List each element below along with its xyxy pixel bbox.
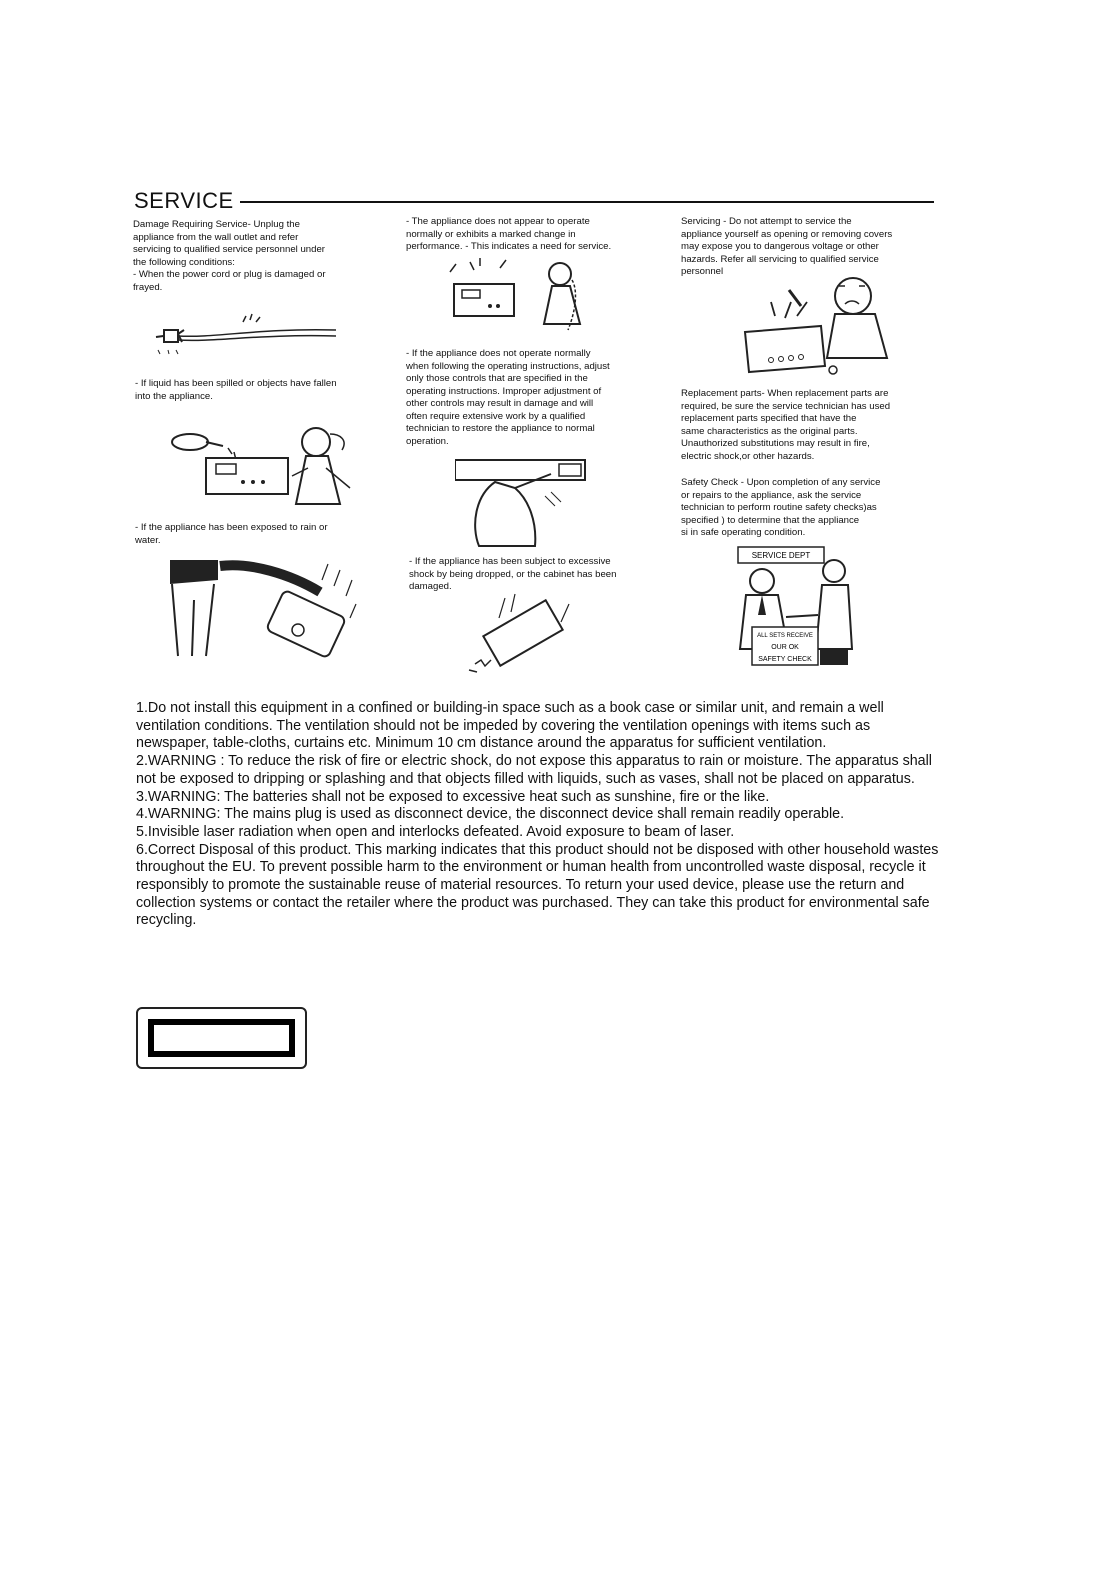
- damage-requiring-service-text: Damage Requiring Service- Unplug the appliance from the wall outlet and refer servicing to qualified service personnel under the following conditions: - When the power cord or plug is damaged or frayed.: [133, 219, 326, 293]
- servicing-text: Servicing - Do not attempt to service the appliance yourself as opening or removing covers may expose you to dangerous voltage or other hazards. Refer all servicing to qualified service personnel: [681, 216, 893, 277]
- replacement-parts-text: Replacement parts- When replacement parts are required, be sure the service technician has used replacement parts specified that have the same characteristics as the original parts. Unauthorized substitutions may result in fire, electric shock,or other hazards.: [681, 388, 891, 462]
- note-laser-radiation: 5.Invisible laser radiation when open and interlocks defeated. Avoid exposure to beam of laser.: [136, 823, 735, 840]
- operating-instructions-text: - If the appliance does not operate normally when following the operating instructions, adjust only those controls that are specified in the operating instructions. Improper adjustment of other controls may result in damage and will often require extensive work by a qualified technician to restore the appliance to normal operation.: [406, 348, 610, 447]
- col1-intro: [133, 219, 373, 294]
- section-heading: [134, 188, 934, 218]
- col1-liquid: [135, 378, 375, 403]
- sign-line-2: OUR OK: [771, 644, 799, 651]
- disposal-marking-box: [136, 1007, 307, 1069]
- sign-line-3: SAFETY CHECK: [758, 656, 812, 663]
- exposed-to-rain-text: - If the appliance has been exposed to rain or water.: [135, 522, 328, 546]
- col2-instructions: [406, 348, 651, 448]
- heading-rule: [234, 201, 934, 203]
- abnormal-operation-illustration: [440, 258, 590, 340]
- col2-dropped: [409, 556, 654, 594]
- excessive-shock-text: - If the appliance has been subject to excessive shock by being dropped, or the cabinet has been damaged.: [409, 556, 617, 592]
- adjust-controls-illustration: [455, 456, 590, 548]
- safety-check-illustration: [736, 545, 856, 667]
- section-title: SERVICE: [134, 188, 240, 214]
- note-moisture-warning: 2.WARNING : To reduce the risk of fire or electric shock, do not expose this apparatus to rain or moisture. The apparatus shall not be exposed to dripping or splashing and that objects filled with liquids, such as vases, shall not be placed on apparatus.: [136, 753, 932, 787]
- col3-servicing: [681, 216, 931, 279]
- service-dept-sign: SERVICE DEPT: [751, 551, 811, 560]
- sign-line-1: ALL SETS RECEIVE: [757, 633, 813, 639]
- servicing-hazard-illustration: [735, 272, 895, 376]
- marked-change-text: - The appliance does not appear to operate normally or exhibits a marked change in performance. - This indicates a need for service.: [406, 216, 612, 252]
- safety-check-text: Safety Check - Upon completion of any service or repairs to the appliance, ask the service technician to perform routine safety checks)as specified ) to determine that the appliance si in safe operating condition.: [681, 477, 881, 538]
- power-cord-illustration: [148, 312, 340, 357]
- col3-replacement: [681, 388, 931, 463]
- dropped-appliance-illustration: [465, 590, 585, 676]
- note-mains-plug-warning: 4.WARNING: The mains plug is used as disconnect device, the disconnect device shall remain readily operable.: [136, 806, 845, 823]
- note-correct-disposal: 6.Correct Disposal of this product. This marking indicates that this product should not be disposed with other household wastes throughout the EU. To prevent possible harm to the environment or human health from uncontrolled waste disposal, recycle it responsibly to promote the sustainable reuse of material resources. To return your used device, please use the return and collection systems or contact the retailer where the product was purchased. They can take this product for environmental safe recycling.: [136, 841, 939, 929]
- col1-rain: [135, 522, 375, 547]
- note-battery-warning: 3.WARNING: The batteries shall not be exposed to excessive heat such as sunshine, fire or the like.: [136, 788, 770, 805]
- liquid-spill-illustration: [168, 412, 360, 512]
- liquid-spilled-text: - If liquid has been spilled or objects have fallen into the appliance.: [135, 378, 337, 402]
- col2-abnormal: [406, 216, 651, 254]
- col3-safety: [681, 477, 931, 540]
- disposal-marking-bar: [148, 1019, 295, 1057]
- note-ventilation: 1.Do not install this equipment in a confined or building-in space such as a book case or similar unit, and remain a well ventilation conditions. The ventilation should not be impeded by covering the ventilation openings with items such as newspaper, table-cloths, curtains etc. Minimum 10 cm distance around the apparatus for sufficient ventilation.: [136, 700, 884, 752]
- rain-exposure-illustration: [170, 560, 362, 660]
- safety-notes: [136, 700, 941, 930]
